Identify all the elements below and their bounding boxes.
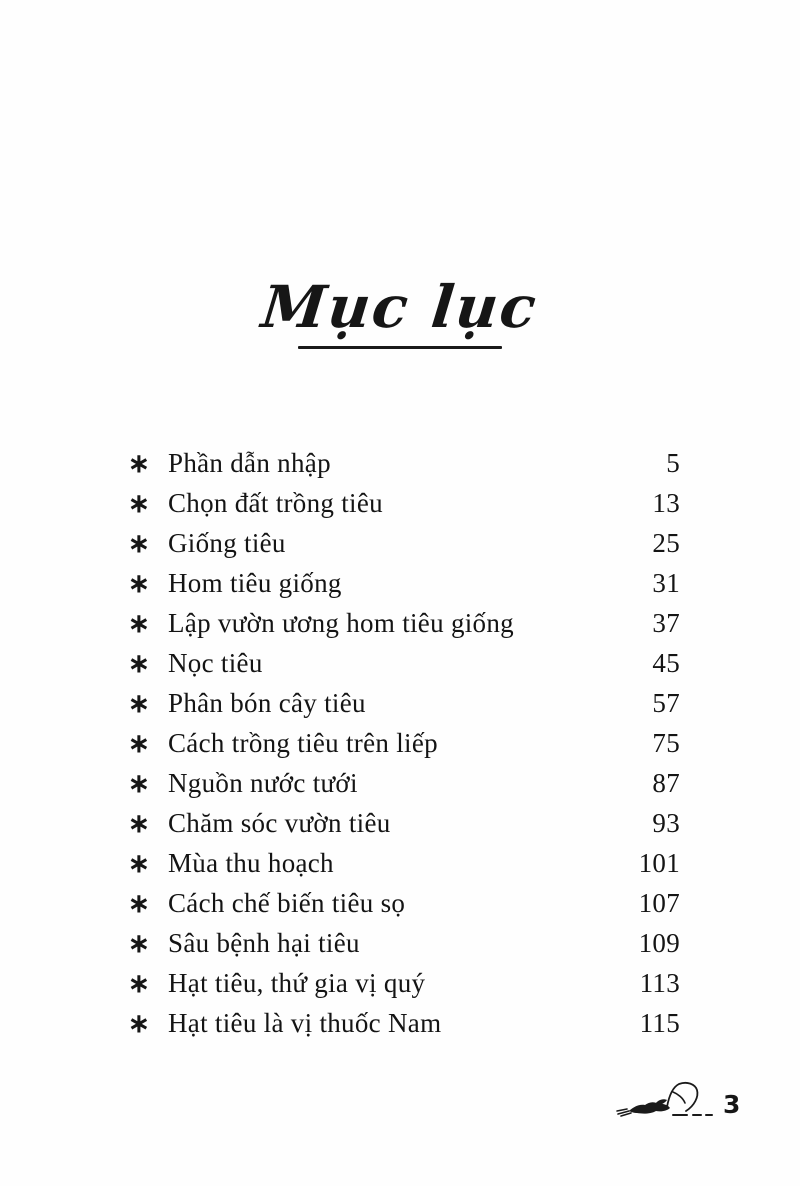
asterisk-bullet-icon: ∗ xyxy=(128,729,151,758)
toc-entry-page: 31 xyxy=(652,567,680,598)
toc-entry-label: Giống tiêu xyxy=(168,527,286,558)
toc-entry-page: 25 xyxy=(652,527,680,558)
toc-entry-page: 57 xyxy=(652,687,680,718)
toc-entry xyxy=(128,963,680,1003)
toc-entry xyxy=(128,923,680,963)
toc-entry-page: 113 xyxy=(639,967,680,998)
toc-entry xyxy=(128,803,680,843)
toc-entry-page: 45 xyxy=(652,647,680,678)
toc-entry xyxy=(128,883,680,923)
title-underline xyxy=(298,346,502,349)
toc-entry-label: Chăm sóc vườn tiêu xyxy=(168,807,391,838)
toc-entry-label: Mùa thu hoạch xyxy=(168,847,334,878)
asterisk-bullet-icon: ∗ xyxy=(128,849,151,878)
toc-entry xyxy=(128,523,680,563)
toc-entry xyxy=(128,643,680,683)
toc-entry-label: Chọn đất trồng tiêu xyxy=(168,487,383,518)
toc-entry xyxy=(128,603,680,643)
toc-entry-label: Phần dẫn nhập xyxy=(168,447,331,478)
toc-entry-label: Nguồn nước tưới xyxy=(168,767,358,798)
toc-entry-label: Lập vườn ương hom tiêu giống xyxy=(168,607,514,638)
toc-entry xyxy=(128,843,680,883)
toc-entry xyxy=(128,563,680,603)
folio-page-number: 3 xyxy=(723,1090,741,1119)
toc-entry xyxy=(128,443,680,483)
toc-entry-label: Sâu bệnh hại tiêu xyxy=(168,927,360,958)
toc-entry-page: 107 xyxy=(638,887,680,918)
asterisk-bullet-icon: ∗ xyxy=(128,929,151,958)
asterisk-bullet-icon: ∗ xyxy=(128,489,151,518)
asterisk-bullet-icon: ∗ xyxy=(128,649,151,678)
page-title: Mục lục xyxy=(258,273,542,341)
asterisk-bullet-icon: ∗ xyxy=(128,569,151,598)
toc-entry-label: Phân bón cây tiêu xyxy=(168,687,366,718)
toc-entry-label: Hạt tiêu là vị thuốc Nam xyxy=(168,1007,442,1038)
toc-entry xyxy=(128,1003,680,1043)
ink-sketch-doodle-icon xyxy=(615,1080,715,1120)
page-footer xyxy=(615,1080,740,1120)
asterisk-bullet-icon: ∗ xyxy=(128,689,151,718)
asterisk-bullet-icon: ∗ xyxy=(128,529,151,558)
toc-entry xyxy=(128,683,680,723)
asterisk-bullet-icon: ∗ xyxy=(128,969,151,998)
toc-entry xyxy=(128,483,680,523)
asterisk-bullet-icon: ∗ xyxy=(128,889,151,918)
asterisk-bullet-icon: ∗ xyxy=(128,449,151,478)
toc-title-block xyxy=(0,273,800,349)
toc-entry-label: Hạt tiêu, thứ gia vị quý xyxy=(168,967,426,998)
toc-entry-label: Hom tiêu giống xyxy=(168,567,342,598)
toc-entry-page: 75 xyxy=(652,727,680,758)
toc-entry-page: 13 xyxy=(652,487,680,518)
toc-entry xyxy=(128,763,680,803)
toc-entry-page: 37 xyxy=(652,607,680,638)
asterisk-bullet-icon: ∗ xyxy=(128,769,151,798)
toc-entry-page: 5 xyxy=(666,447,680,478)
toc-entry-label: Cách chế biến tiêu sọ xyxy=(168,887,406,918)
asterisk-bullet-icon: ∗ xyxy=(128,1009,151,1038)
asterisk-bullet-icon: ∗ xyxy=(128,609,151,638)
toc-entry-page: 115 xyxy=(639,1007,680,1038)
toc-entry-page: 87 xyxy=(652,767,680,798)
asterisk-bullet-icon: ∗ xyxy=(128,809,151,838)
toc-entry-page: 93 xyxy=(652,807,680,838)
toc-entry xyxy=(128,723,680,763)
toc-entry-page: 109 xyxy=(638,927,680,958)
toc-entry-label: Nọc tiêu xyxy=(168,647,263,678)
toc-entry-label: Cách trồng tiêu trên liếp xyxy=(168,727,438,758)
toc-list xyxy=(128,443,680,1043)
toc-entry-page: 101 xyxy=(638,847,680,878)
